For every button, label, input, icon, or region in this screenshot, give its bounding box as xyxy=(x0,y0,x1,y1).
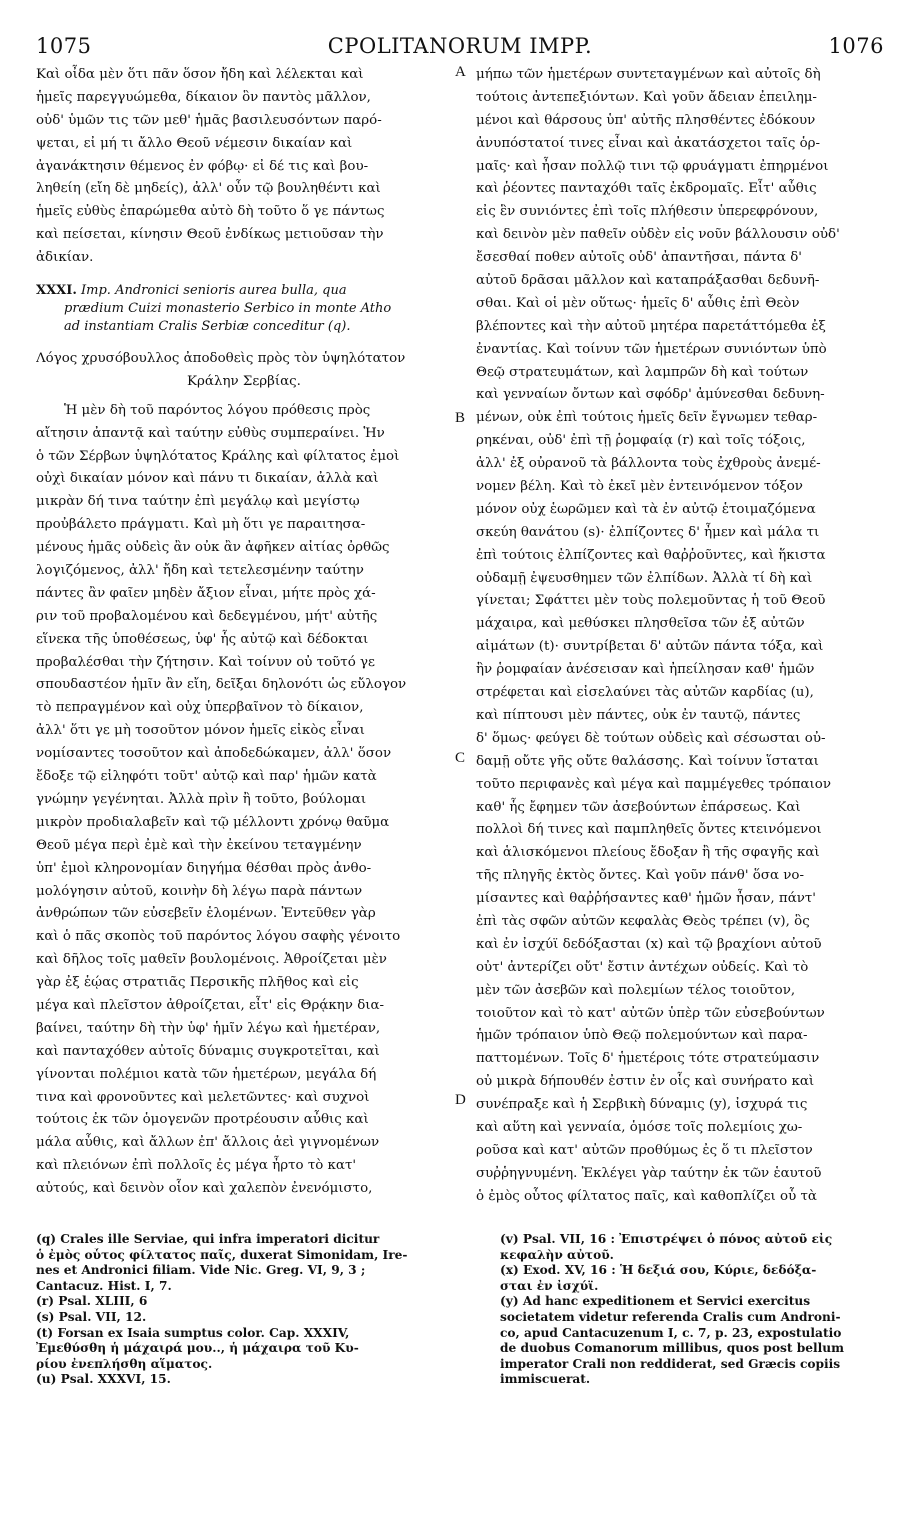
paragraph-line: καὶ ἁλισκόμενοι πλείους ἔδοξαν ἢ τῆς σφαγῆς καὶ xyxy=(476,845,820,861)
paragraph-line: ὁ τῶν Σέρβων ὑψηλότατος Κράλης καὶ φίλτατος ἐμοὶ xyxy=(36,448,400,464)
paragraph-line: νομίσαντες τοσοῦτον καὶ ἀποδεδώκαμεν, ἀλλ' ὅσον xyxy=(36,746,392,762)
paragraph-line: ἡμῶν τρόπαιον ὑπὸ Θεῷ πολεμούντων καὶ παρα- xyxy=(476,1028,808,1044)
paragraph-line: γίνεται; Σφάττει μὲν τοὺς πολεμοῦντας ἡ τοῦ Θεοῦ xyxy=(476,593,826,609)
page-number-left: 1075 xyxy=(36,34,92,58)
paragraph-line: παττομένων. Τοῖς δ' ἡμετέροις τότε στρατεύμασιν xyxy=(476,1051,820,1067)
paragraph-line: μὲν τῶν ἀσεβῶν καὶ πολεμίων τέλος τοιοῦτον, xyxy=(476,982,796,998)
paragraph-line: οὐχὶ δικαίαν μόνον καὶ πάνυ τι δικαίαν, ἀλλὰ καὶ xyxy=(36,471,379,487)
footnote-line: (s) Psal. VII, 12. xyxy=(36,1309,147,1324)
margin-letter-c: C xyxy=(455,750,466,766)
paragraph-line: μέγα καὶ πλεῖστον ἀθροίζεται, εἶτ' εἰς Θρᾴκην δια- xyxy=(36,997,385,1013)
paragraph-line: καὶ δῆλος τοῖς μαθεῖν βουλομένοις. Ἀθροίζεται μὲν xyxy=(36,952,387,968)
paragraph-line: ἐπὶ τούτοις ἐλπίζοντες καὶ θαῤῥοῦντες, καὶ ἥκιστα xyxy=(476,547,826,563)
paragraph-line: καὶ ῥέοντες πανταχόθι ταῖς ἐκδρομαῖς. Εἶτ' αὖθις xyxy=(476,181,817,197)
paragraph-line: βλέποντες καὶ τὴν αὐτοῦ μητέρα παρετάττόμεθα ἐξ xyxy=(476,318,826,334)
paragraph-line: τούτοις ἐκ τῶν ὁμογενῶν προτρέουσιν αὖθις καὶ xyxy=(36,1112,369,1128)
section-title-line xyxy=(36,282,452,300)
paragraph-line: πάντες ἂν φαῖεν μηδὲν ἄξιον εἶναι, μήτε πρὸς χά- xyxy=(36,585,376,601)
paragraph-line: Θεῷ στρατευμάτων, καὶ λαμπρῶν δὴ καὶ τούτων xyxy=(476,364,809,380)
paragraph-line: ληθείη (εἴη δὲ μηδείς), ἀλλ' οὖν τῷ βουληθέντι καὶ xyxy=(36,181,381,197)
paragraph-line: τὸ πεπραγμένον καὶ οὐχ ὑπερβαῖνον τὸ δίκαιον, xyxy=(36,700,364,716)
footnote-line: nes et Andronici filiam. Vide Nic. Greg. VI, 9, 3 ; xyxy=(36,1263,366,1278)
paragraph-line: ὑπ' ἐμοὶ κληρονομίαν διηγήμα θέσθαι πρὸς ἀνθο- xyxy=(36,860,372,876)
paragraph-line: αὐτούς, καὶ δεινὸν οἷον καὶ χαλεπὸν ἐνενόμιστο, xyxy=(36,1181,373,1197)
footnote-line: imperator Crali non reddiderat, sed Græcis copiis xyxy=(500,1356,841,1371)
paragraph-line: τοῦτο περιφανὲς καὶ μέγα καὶ παμμέγεθες τρόπαιον xyxy=(476,776,831,792)
page-number-right: 1076 xyxy=(828,34,884,58)
paragraph-line: ὁ ἐμὸς οὗτος φίλτατος παῖς, καὶ καθοπλίζει οὗ τὰ xyxy=(476,1188,817,1204)
footnote-line: immiscuerat. xyxy=(500,1372,591,1387)
footnote-line: ρίου ἐνεπλήσθη αἵματος. xyxy=(36,1356,213,1371)
paragraph-line: μόνον οὐχ ἑωρῶμεν καὶ τὰ ἐν αὐτῷ ἑτοιμαζόμενα xyxy=(476,501,816,517)
page-header xyxy=(36,34,884,62)
footnote-line: de duobus Comanorum millibus, quos post bellum xyxy=(500,1341,844,1356)
paragraph-line: μαῖς· καὶ ἦσαν πολλῷ τινι τῷ φρυάγματι ἐπηρμένοι xyxy=(476,158,829,174)
footnote-line: (x) Exod. XV, 16 : Ἡ δεξιά σου, Κύριε, δεδόξα- xyxy=(500,1263,817,1278)
paragraph-line: αἱμάτων (t)· συντρίβεται δ' αὐτῶν πάντα τόξα, καὶ xyxy=(476,639,824,655)
paragraph-line: τῆς πληγῆς ἐκτὸς ὄντες. Καὶ γοῦν πάνθ' ὅσα νο- xyxy=(476,868,804,884)
footnotes-left xyxy=(36,1232,452,1388)
paragraph-line: γίνονται πολέμιοι κατὰ τῶν ἡμετέρων, μεγάλα δή xyxy=(36,1066,377,1082)
paragraph-line: καὶ πλειόνων ἐπὶ πολλοῖς ἐς μέγα ἦρτο τὸ κατ' xyxy=(36,1158,357,1174)
paragraph-line: σκεύη θανάτου (s)· ἐλπίζοντες δ' ἦμεν καὶ μάλα τι xyxy=(476,524,820,540)
paragraph-line: τινα καὶ φρονοῦντες καὶ μελετῶντες· καὶ συχνοὶ xyxy=(36,1089,370,1105)
paragraph-line: οὐ μικρὰ δήπουθέν ἐστιν ἐν οἷς καὶ συνήρατο καὶ xyxy=(476,1074,815,1090)
footnote-line: σται ἐν ἰσχύϊ. xyxy=(500,1278,599,1293)
paragraph-line: μήπω τῶν ἡμετέρων συντεταγμένων καὶ αὐτοῖς δὴ xyxy=(476,67,821,82)
paragraph-line: ἀλλ' ὅτι γε μὴ τοσοῦτον μόνον ἡμεῖς εἰκὸς εἶναι xyxy=(36,723,365,739)
paragraph-line: ριν τοῦ προβαλομένου καὶ δεδεγμένου, μήτ' αὐτῆς xyxy=(36,608,378,624)
paragraph-line: μικρὸν προδιαλαβεῖν καὶ τῷ μέλλοντι χρόνῳ θαῦμα xyxy=(36,814,390,830)
paragraph-line: μικρὰν δή τινα ταύτην ἐπὶ μεγάλῳ καὶ μεγίστῳ xyxy=(36,494,360,510)
footnote-line: co, apud Cantacuzenum I, c. 7, p. 23, expostulatio xyxy=(500,1325,842,1340)
paragraph-line: καὶ πίπτουσι μὲν πάντες, οὐκ ἐν ταυτῷ, πάντες xyxy=(476,707,801,723)
paragraph-line: οὐτ' ἀντερίζει οὔτ' ἔστιν ἀντέχων οὐδείς. Καὶ τὸ xyxy=(476,959,809,975)
left-column xyxy=(36,64,452,1201)
paragraph-line: γνώμην γεγένηται. Ἀλλὰ πρὶν ἢ τοῦτο, βούλομαι xyxy=(36,791,367,807)
paragraph-line: συνέπραξε καὶ ἡ Σερβικὴ δύναμις (y), ἰσχυρά τις xyxy=(476,1097,808,1113)
paragraph-line: εἰς ἓν συνιόντες ἐπὶ τοῖς πλήθεσιν ὑπερεφρόνουν, xyxy=(476,204,819,220)
footnote-line: Cantacuz. Hist. I, 7. xyxy=(36,1278,172,1293)
paragraph-line: γὰρ ἐξ ἑῴας στρατιᾶς Περσικῆς πλῆθος καὶ εἰς xyxy=(36,975,359,991)
paragraph-line: ἣν ῥομφαίαν ἀνέσεισαν καὶ ἠπείλησαν καθ' ἡμῶν xyxy=(476,662,815,678)
footnote-line: (t) Forsan ex Isaia sumptus color. Cap. XXXIV, xyxy=(36,1325,350,1340)
paragraph-line: Καὶ οἶδα μὲν ὅτι πᾶν ὅσον ἤδη καὶ λέλεκται καὶ xyxy=(36,67,364,82)
paragraph-line: εἵνεκα τῆς ὑποθέσεως, ὑφ' ἧς αὐτῷ καὶ δέδοκται xyxy=(36,631,369,647)
margin-letter-d: D xyxy=(455,1092,466,1108)
paragraph-line: ἡμεῖς εὐθὺς ἐπαρώμεθα αὐτὸ δὴ τοῦτο ὅ γε πάντως xyxy=(36,204,385,220)
paragraph-line: προβαλέσθαι τὴν ζήτησιν. Καὶ τοίνυν οὐ τοῦτό γε xyxy=(36,654,375,670)
paragraph-line: μάχαιρα, καὶ μεθύσκει πλησθεῖσα τῶν ἐξ αὐτῶν xyxy=(476,616,805,632)
paragraph-line: αὐτοῦ δρᾶσαι μᾶλλον καὶ καταπράξασθαι δεδυνῆ- xyxy=(476,273,820,289)
paragraph-line: ροῦσα καὶ κατ' αὐτῶν προθύμως ἐς ὅ τι πλεῖστον xyxy=(476,1142,813,1158)
paragraph-line: ἀνυπόστατοί τινες εἶναι καὶ ἀκατάσχετοι ταῖς ὁρ- xyxy=(476,135,821,151)
paragraph-line: ἔδοξε τῷ εἰληφότι τοῦτ' αὐτῷ καὶ παρ' ἡμῶν κατὰ xyxy=(36,769,377,785)
paragraph-line: σθαι. Καὶ οἱ μὲν οὕτως· ἡμεῖς δ' αὖθις ἐπὶ Θεὸν xyxy=(476,295,800,311)
paragraph-line: ἀγανάκτησιν θέμενος ἐν φόβῳ· εἰ δέ τις καὶ βου- xyxy=(36,158,369,174)
paragraph-line: καὶ αὕτη καὶ γενναία, ὁμόσε τοῖς πολεμίοις χω- xyxy=(476,1119,803,1135)
paragraph-line: ἐναντίας. Καὶ τοίνυν τῶν ἡμετέρων συνιόντων ὑπὸ xyxy=(476,341,827,357)
footnote-line: κεφαλὴν αὐτοῦ. xyxy=(500,1247,614,1262)
paragraph-line: ἔσεσθαί ποθεν αὐτοῖς οὐδ' ἀπαντῆσαι, πάντα δ' xyxy=(476,250,802,266)
section-title-line xyxy=(36,318,452,336)
paragraph-line: καθ' ἧς ἔφημεν τῶν ἀσεβούντων ἐπάρσεως. Καὶ xyxy=(476,799,801,815)
paragraph-line: ψεται, εἰ μή τι ἄλλο Θεοῦ νέμεσιν δικαίαν καὶ xyxy=(36,135,353,151)
section-title-text: ad instantiam Cralis Serbiæ conceditur (q). xyxy=(64,319,351,335)
margin-letter-b: B xyxy=(455,410,466,426)
paragraph-line: μίσαντες καὶ θαῤῥήσαντες καθ' ἡμῶν ἦσαν, πάντ' xyxy=(476,891,816,907)
footnote-line: ὁ ἐμὸς οὗτος φίλτατος παῖς, duxerat Simonidam, Ire- xyxy=(36,1247,408,1262)
paragraph-line: μολόγησιν αὐτοῦ, κοινὴν δὴ λέγω παρὰ πάντων xyxy=(36,883,363,899)
section-number: XXXI. xyxy=(36,283,77,299)
paragraph-line: μένων, οὐκ ἐπὶ τούτοις ἡμεῖς δεῖν ἔγνωμεν τεθαρ- xyxy=(476,410,818,426)
paragraph-line: συῤῥηγνυμένη. Ἐκλέγει γὰρ ταύτην ἐκ τῶν ἑαυτοῦ xyxy=(476,1165,822,1181)
margin-letter-a: A xyxy=(455,64,466,80)
section-title-text: Imp. Andronici senioris aurea bulla, qua xyxy=(81,283,347,299)
paragraph-line: Ἡ μὲν δὴ τοῦ παρόντος λόγου πρόθεσις πρὸς xyxy=(64,402,371,418)
paragraph-line: οὐδ' ὑμῶν τις τῶν μεθ' ἡμᾶς βασιλευσόντων παρό- xyxy=(36,112,382,128)
paragraph-line: οὐδαμῇ ἐψευσθημεν τῶν ἐλπίδων. Ἀλλὰ τί δὴ καὶ xyxy=(476,570,813,586)
footnote-line: (v) Psal. VII, 16 : Ἐπιστρέψει ὁ πόνος αὐτοῦ εἰς xyxy=(500,1232,833,1246)
paragraph-line: ἀδικίαν. xyxy=(36,250,94,266)
paragraph-line: ἐπὶ τὰς σφῶν αὐτῶν κεφαλὰς Θεὸς τρέπει (v), ὃς xyxy=(476,913,810,929)
document-heading-line: Λόγος χρυσόβουλλος ἀποδοθεὶς πρὸς τὸν ὑψηλότατον xyxy=(36,351,406,367)
footnote-line: (q) Crales ille Serviae, qui infra imperatori dicitur xyxy=(36,1232,380,1246)
paragraph-line: μένους ἡμᾶς οὐδεὶς ἂν οὐκ ἂν ἀφῆκεν αἰτίας ὀρθῶς xyxy=(36,540,390,556)
section-title-line xyxy=(36,300,452,318)
paragraph-line: σπουδαστέον ἡμῖν ἂν εἴη, δεῖξαι δηλονότι ὡς εὔλογον xyxy=(36,677,407,693)
paragraph-line: καὶ δεινὸν μὲν παθεῖν οὐδὲν εἰς νοῦν βάλλουσιν οὐδ' xyxy=(476,227,840,243)
running-title: CPOLITANORUM IMPP. xyxy=(327,34,593,58)
paragraph-line: καὶ γενναίων ὄντων καὶ σφόδρ' ἀμύνεσθαι δεδυνη- xyxy=(476,387,825,403)
paragraph-line: τοιοῦτον καὶ τὸ κατ' αὐτῶν ὑπὲρ τῶν εὐσεβούντων xyxy=(476,1005,825,1021)
section-title-text: prædium Cuizi monasterio Serbico in monte Atho xyxy=(64,301,392,317)
footnote-line: (u) Psal. XXXVI, 15. xyxy=(36,1372,171,1387)
document-heading-line: Κράλην Σερβίας. xyxy=(187,373,301,389)
paragraph-line: δαμῇ οὔτε γῆς οὔτε θαλάσσης. Καὶ τοίνυν ἵσταται xyxy=(476,753,819,769)
paragraph-line: τούτοις ἀντεπεξιόντων. Καὶ γοῦν ἄδειαν ἐπειλημ- xyxy=(476,89,817,105)
paragraph-line: μάλα αὖθις, καὶ ἄλλων ἐπ' ἄλλοις ἀεὶ γιγνομένων xyxy=(36,1135,380,1151)
paragraph-line: βαίνει, ταύτην δὴ τὴν ὑφ' ἡμῖν λέγω καὶ ἡμετέραν, xyxy=(36,1020,381,1036)
paragraph-line: στρέφεται καὶ εἰσελαύνει τὰς αὐτῶν καρδίας (u), xyxy=(476,685,814,701)
paragraph-line: λογιζόμενος, ἀλλ' ἤδη καὶ τετελεσμένην ταύτην xyxy=(36,563,364,579)
paragraph-line: νομεν βέλη. Καὶ τὸ ἐκεῖ μὲν ἐντεινόμενον τόξον xyxy=(476,479,803,495)
paragraph-line: καὶ ἐν ἰσχύϊ δεδόξασται (x) καὶ τῷ βραχίονι αὐτοῦ xyxy=(476,936,822,952)
paragraph-line: πολλοὶ δή τινες καὶ παμπληθεῖς ὄντες κτεινόμενοι xyxy=(476,822,822,838)
paragraph-line: δ' ὅμως· φεύγει δὲ τούτων οὐδεὶς καὶ σέσωσται οὐ- xyxy=(476,730,826,746)
footnote-line: Ἐμεθύσθη ἡ μάχαιρά μου.., ἡ μάχαιρα τοῦ Κυ- xyxy=(36,1341,359,1356)
paragraph-line: καὶ ὁ πᾶς σκοπὸς τοῦ παρόντος λόγου σαφὴς γένοιτο xyxy=(36,929,401,945)
footnote-line: (r) Psal. XLIII, 6 xyxy=(36,1294,148,1309)
paragraph-line: ρηκέναι, οὐδ' ἐπὶ τῇ ῥομφαίᾳ (r) καὶ τοῖς τόξοις, xyxy=(476,433,806,449)
right-column xyxy=(476,64,892,1209)
footnote-line: (y) Ad hanc expeditionem et Servici exercitus xyxy=(500,1294,811,1309)
paragraph-line: ἀνθρώπων τῶν εὐσεβεῖν ἑλομένων. Ἐντεῦθεν γὰρ xyxy=(36,906,376,922)
paragraph-line: ἀλλ' ἐξ οὐρανοῦ τὰ βάλλοντα τοὺς ἐχθροὺς ἀνεμέ- xyxy=(476,456,821,472)
paragraph-line: Θεοῦ μέγα περὶ ἐμὲ καὶ τὴν ἐκείνου τεταγμένην xyxy=(36,837,362,853)
footnotes-right xyxy=(500,1232,890,1388)
paragraph-line: μένοι καὶ θάρσους ὑπ' αὐτῆς πλησθέντες ἐδόκουν xyxy=(476,112,816,128)
paragraph-line: αἴτησιν ἀπαντᾷ καὶ ταύτην εὐθὺς συμπεραίνει. Ἡν xyxy=(36,425,385,441)
paragraph-line: καὶ πείσεται, κίνησιν Θεοῦ ἐνδίκως μετιοῦσαν τὴν xyxy=(36,227,384,243)
footnote-line: societatem videtur referenda Cralis cum Androni- xyxy=(500,1309,841,1324)
paragraph-line: προὐβάλετο πράγματι. Καὶ μὴ ὅτι γε παραιτησα- xyxy=(36,517,366,533)
paragraph-line: καὶ πανταχόθεν αὐτοῖς δύναμις συγκροτεῖται, καὶ xyxy=(36,1043,380,1059)
paragraph-line: ἡμεῖς παρεγγυώμεθα, δίκαιον ὃν παντὸς μᾶλλον, xyxy=(36,89,371,105)
